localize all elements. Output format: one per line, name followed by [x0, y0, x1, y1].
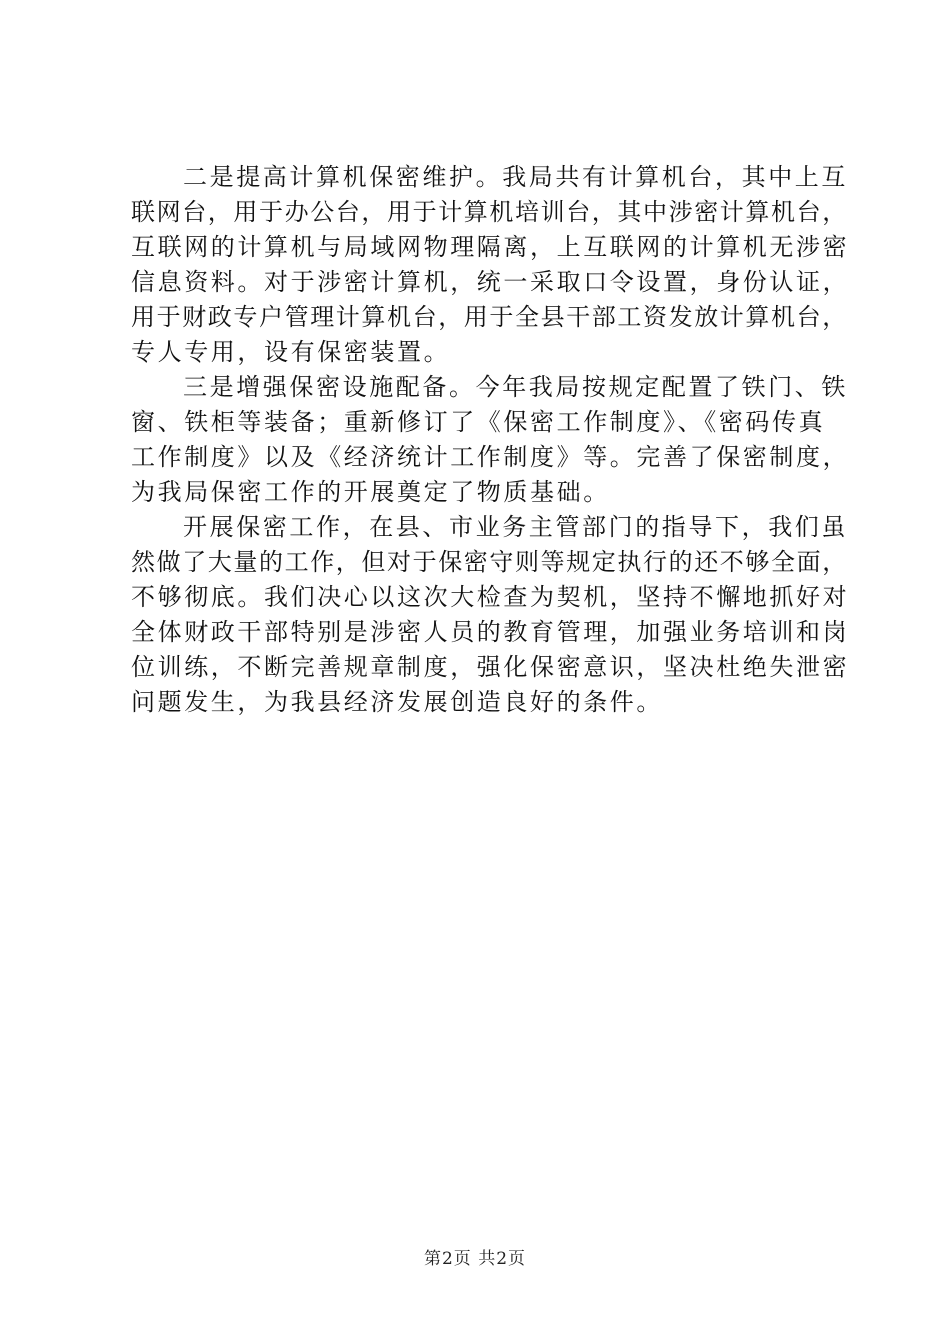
paragraph-line: 开展保密工作，在县、市业务主管部门的指导下，我们虽: [183, 513, 848, 541]
paragraph-line: 窗、铁柜等装备；重新修订了《保密工作制度》、《密码传真: [131, 408, 826, 436]
paragraph-line: 问题发生，为我县经济发展创造良好的条件。: [131, 688, 663, 716]
paragraph-line: 用于财政专户管理计算机台，用于全县干部工资发放计算机台，: [131, 303, 848, 331]
paragraph-line: 信息资料。对于涉密计算机，统一采取口令设置，身份认证，: [131, 268, 850, 296]
paragraph-line: 联网台，用于办公台，用于计算机培训台，其中涉密计算机台，: [131, 198, 848, 226]
paragraph-line: 然做了大量的工作，但对于保密守则等规定执行的还不够全面，: [131, 548, 848, 576]
paragraph-line: 位训练，不断完善规章制度，强化保密意识，坚决杜绝失泄密: [131, 653, 850, 681]
document-body: [131, 160, 851, 720]
paragraph-line: 不够彻底。我们决心以这次大检查为契机，坚持不懈地抓好对: [131, 583, 850, 611]
paragraph-line: 三是增强保密设施配备。今年我局按规定配置了铁门、铁: [183, 373, 848, 401]
paragraph-line: 为我局保密工作的开展奠定了物质基础。: [131, 478, 610, 506]
page-number-footer: 第2页 共2页: [423, 1249, 527, 1269]
paragraph-line: 工作制度》以及《经济统计工作制度》等。完善了保密制度，: [131, 443, 850, 471]
paragraph-line: 互联网的计算机与局域网物理隔离，上互联网的计算机无涉密: [131, 233, 850, 261]
paragraph-line: 二是提高计算机保密维护。我局共有计算机台，其中上互: [183, 163, 848, 191]
paragraph-line: 专人专用，设有保密装置。: [131, 338, 451, 366]
paragraph-line: 全体财政干部特别是涉密人员的教育管理，加强业务培训和岗: [131, 618, 850, 646]
